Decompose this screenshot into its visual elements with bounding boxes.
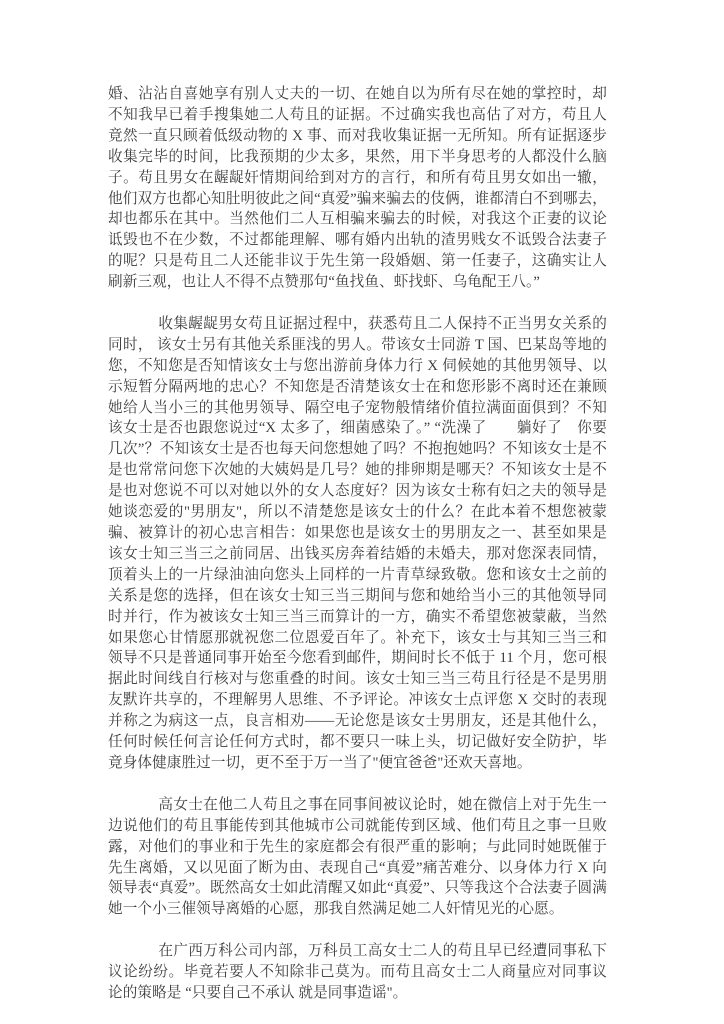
paragraph-3: 高女士在他二人苟且之事在同事间被议论时，她在微信上对于先生一边说他们的苟且事能传到其他城市公司就能传到区域、他们苟且之事一旦败露，对他们的事业和于先生的家庭都会有很严重的影响；与此同时她既催于先生离婚，又以见面了断为由、表现自己“真爱”痛苦难分、以身体力行 X 向领导表“真爱”。既然高女士如此清醒又如此“真爱”、只等我这个合法妻子圆满她一个小三催领导离婚的心愿，那我自然满足她二人奸情见光的心愿。 <box>108 796 607 918</box>
paragraph-1: 婚、沾沾自喜她享有别人丈夫的一切、在她自以为所有尽在她的掌控时，却不知我早已着手搜集她二人苟且的证据。不过确实我也高估了对方，苟且人竟然一直只顾着低级动物的 X 事、而对我收集证据一无所知。所有证据逐步收集完毕的时间，比我预期的少太多，果然，用下半身思考的人都没什么脑子。苟且男女在龌龊奸情期间给到对方的言行，和所有苟且男女如出一辙，他们双方也都心知肚明彼此之间“真爱”骗来骗去的伎俩，谁都清白不到哪去，却也都乐在其中。当然他们二人互相骗来骗去的时候，对我这个正妻的议论诋毁也不在少数，不过都能理解、哪有婚内出轨的渣男贱女不诋毁合法妻子的呢？只是苟且二人还能非议于先生第一段婚姻、第一任妻子，这确实让人刷新三观，也让人不得不点赞那句“鱼找鱼、虾找虾、乌龟配王八。” <box>108 86 607 291</box>
paragraph-4: 在广西万科公司内部，万科员工高女士二人的苟且早已经遭同事私下议论纷纷。毕竟若要人不知除非己莫为。而苟且高女士二人商量应对同事议论的策略是 “只要自己不承认 就是同事造谣"。 <box>108 943 607 1001</box>
text-column <box>108 84 607 1004</box>
paragraph-2: 收集龌龊男女苟且证据过程中，获悉苟且二人保持不正当男女关系的同时， 该女士另有其他关系匪浅的男人。带该女士同游 T 国、巴某岛等地的您，不知您是否知情该女士与您出游前身体力行 X 伺候她的其他男领导、以示短暂分隔两地的忠心？不知您是否清楚该女士在和您形影不离时还在兼顾她给人当小三的其他男领导、隔空电子宠物般情绪价值拉满面面俱到？不知该女士是否也跟您说过“X 太多了，细菌感染了。” “洗澡了 躺好了 你要几次”？不知该女士是否也每天问您想她了吗？不抱抱她吗？不知该女士是不是也常常问您下次她的大姨妈是几号？她的排卵期是哪天？不知该女士是不是也对您说不可以对她以外的女人态度好？因为该女士称有妇之夫的领导是她谈恋爱的"男朋友"，所以不清楚您是该女士的什么？在此本着不想您被蒙骗、被算计的初心忠言相告：如果您也是该女士的男朋友之一、甚至如果是该女士知三当三之前同居、出钱买房奔着结婚的未婚夫，那对您深表同情，顶着头上的一片绿油油向您头上同样的一片青草绿致敬。您和该女士之前的关系是您的选择，但在该女士知三当三期间与您和她给当小三的其他领导同时并行，作为被该女士知三当三而算计的一方，确实不希望您被蒙蔽，当然如果您心甘情愿那就祝您二位恩爱百年了。补充下，该女士与其知三当三和领导不只是普通同事开始至今您看到邮件，期间时长不低于 11 个月，您可根据此时间线自行核对与您重叠的时间。该女士知三当三苟且行径是不是男朋友默许共享的，不理解男人思维、不予评论。冲该女士点评您 X 交时的表现并称之为病这一点，良言相劝——无论您是该女士男朋友，还是其他什么，任何时候任何言论任何方式时，都不要只一味上头，切记做好安全防护，毕竟身体健康胜过一切，更不至于万一当了"便宜爸爸"还欢天喜地。 <box>108 315 607 771</box>
